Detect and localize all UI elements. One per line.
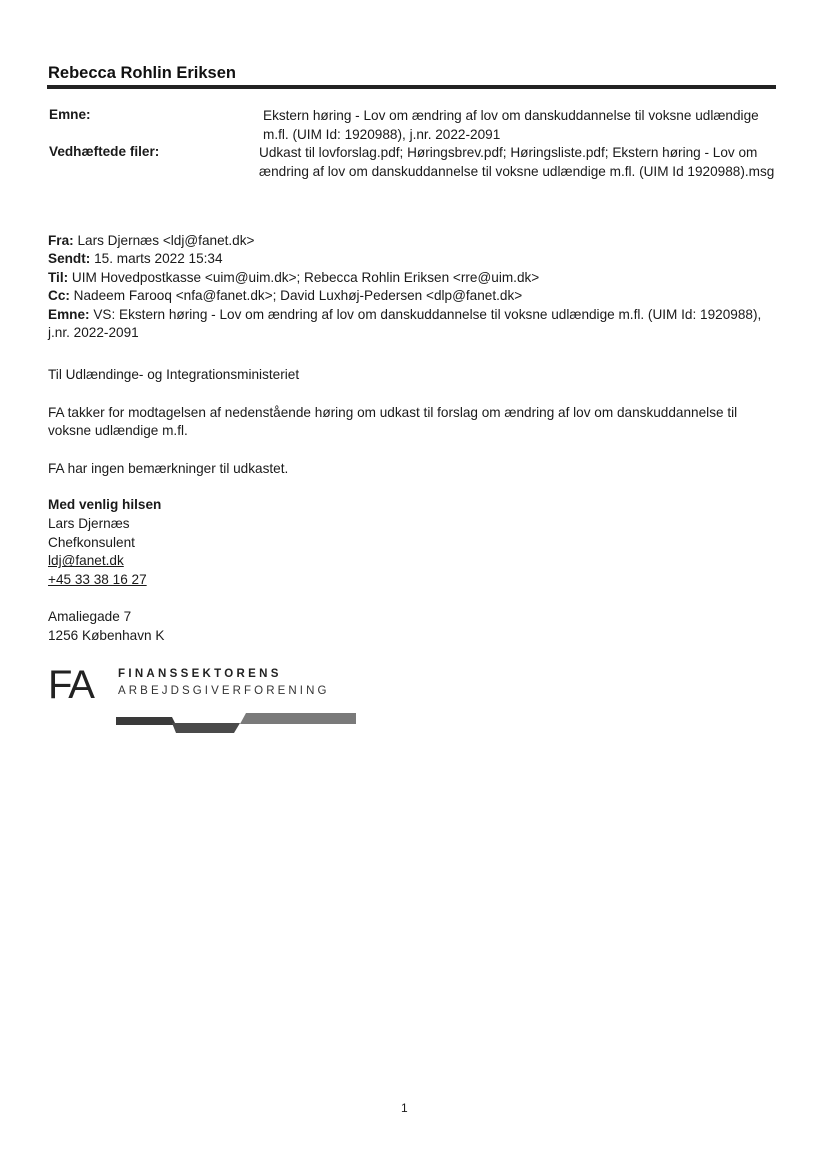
attachments-label: Vedhæftede filer: (49, 144, 160, 159)
signature-closing: Med venlig hilsen (48, 497, 162, 512)
fa-logo (48, 665, 368, 740)
body-paragraph-1: FA takker for modtagelsen af nedenstående høring om udkast til forslag om ændring af lov om danskuddannelse til voksne udlændige m.fl. (48, 405, 738, 439)
to-label: Til: (48, 269, 69, 285)
from-label: Fra: (48, 233, 74, 248)
address-street: Amaliegade 7 (48, 609, 132, 624)
forwarded-subject-label: Emne: (48, 306, 90, 322)
signature-name: Lars Djernæs (48, 515, 130, 531)
cc-label: Cc: (48, 288, 70, 304)
signature-phone-link[interactable]: +45 33 38 16 27 (48, 572, 147, 588)
from-value: Lars Djernæs <ldj@fanet.dk> (73, 233, 255, 248)
greeting: Til Udlændinge- og Integrationsministeriet (48, 367, 300, 382)
cc-line (48, 287, 768, 305)
cc-value: Nadeem Farooq <nfa@fanet.dk>; David Luxhøj-Pedersen <dlp@fanet.dk> (69, 288, 523, 304)
subject-value: Ekstern høring - Lov om ændring af lov om danskuddannelse til voksne udlændige m.fl. (UIM Id: 1920988), j.nr. 2022-2091 (263, 108, 759, 142)
forwarded-subject-value: VS: Ekstern høring - Lov om ændring af lov om danskuddannelse til voksne udlændige m.fl. (UIM Id: 1920988), j.nr. 2022-2091 (48, 306, 762, 341)
fa-logo-swoosh-middle (172, 723, 240, 733)
sent-value: 15. marts 2022 15:34 (90, 251, 223, 267)
fa-logo-mark: FA (48, 663, 93, 707)
to-line (48, 269, 768, 287)
from-line (48, 232, 768, 250)
sent-line (48, 250, 768, 268)
fa-logo-swoosh-right (240, 713, 356, 724)
sent-label: Sendt: (48, 251, 91, 267)
fa-logo-swoosh-icon (116, 713, 358, 735)
fa-logo-swoosh-left (116, 717, 176, 725)
subject-label: Emne: (49, 107, 91, 122)
fa-logo-line2: ARBEJDSGIVERFORENING (118, 685, 330, 697)
address-city: 1256 København K (48, 627, 165, 643)
to-value: UIM Hovedpostkasse <uim@uim.dk>; Rebecca Rohlin Eriksen <rre@uim.dk> (68, 269, 540, 285)
signature-email-link[interactable]: ldj@fanet.dk (48, 553, 124, 569)
header-divider (47, 85, 776, 89)
sender-name: Rebecca Rohlin Eriksen (48, 64, 236, 82)
address-block (48, 608, 164, 646)
forwarded-subject-line (48, 306, 768, 343)
fa-logo-line1: FINANSSEKTORENS (118, 668, 282, 680)
signature-block (48, 496, 161, 590)
signature-title: Chefkonsulent (48, 534, 135, 550)
body-paragraph-2: FA har ingen bemærkninger til udkastet. (48, 461, 289, 476)
page-number: 1 (401, 1101, 408, 1115)
forwarded-meta (48, 232, 768, 342)
attachments-value: Udkast til lovforslag.pdf; Høringsbrev.pdf; Høringsliste.pdf; Ekstern høring - Lov om ændring af lov om danskuddannelse til voksne udlændige m.fl. (UIM Id 1920988).msg (259, 145, 775, 179)
